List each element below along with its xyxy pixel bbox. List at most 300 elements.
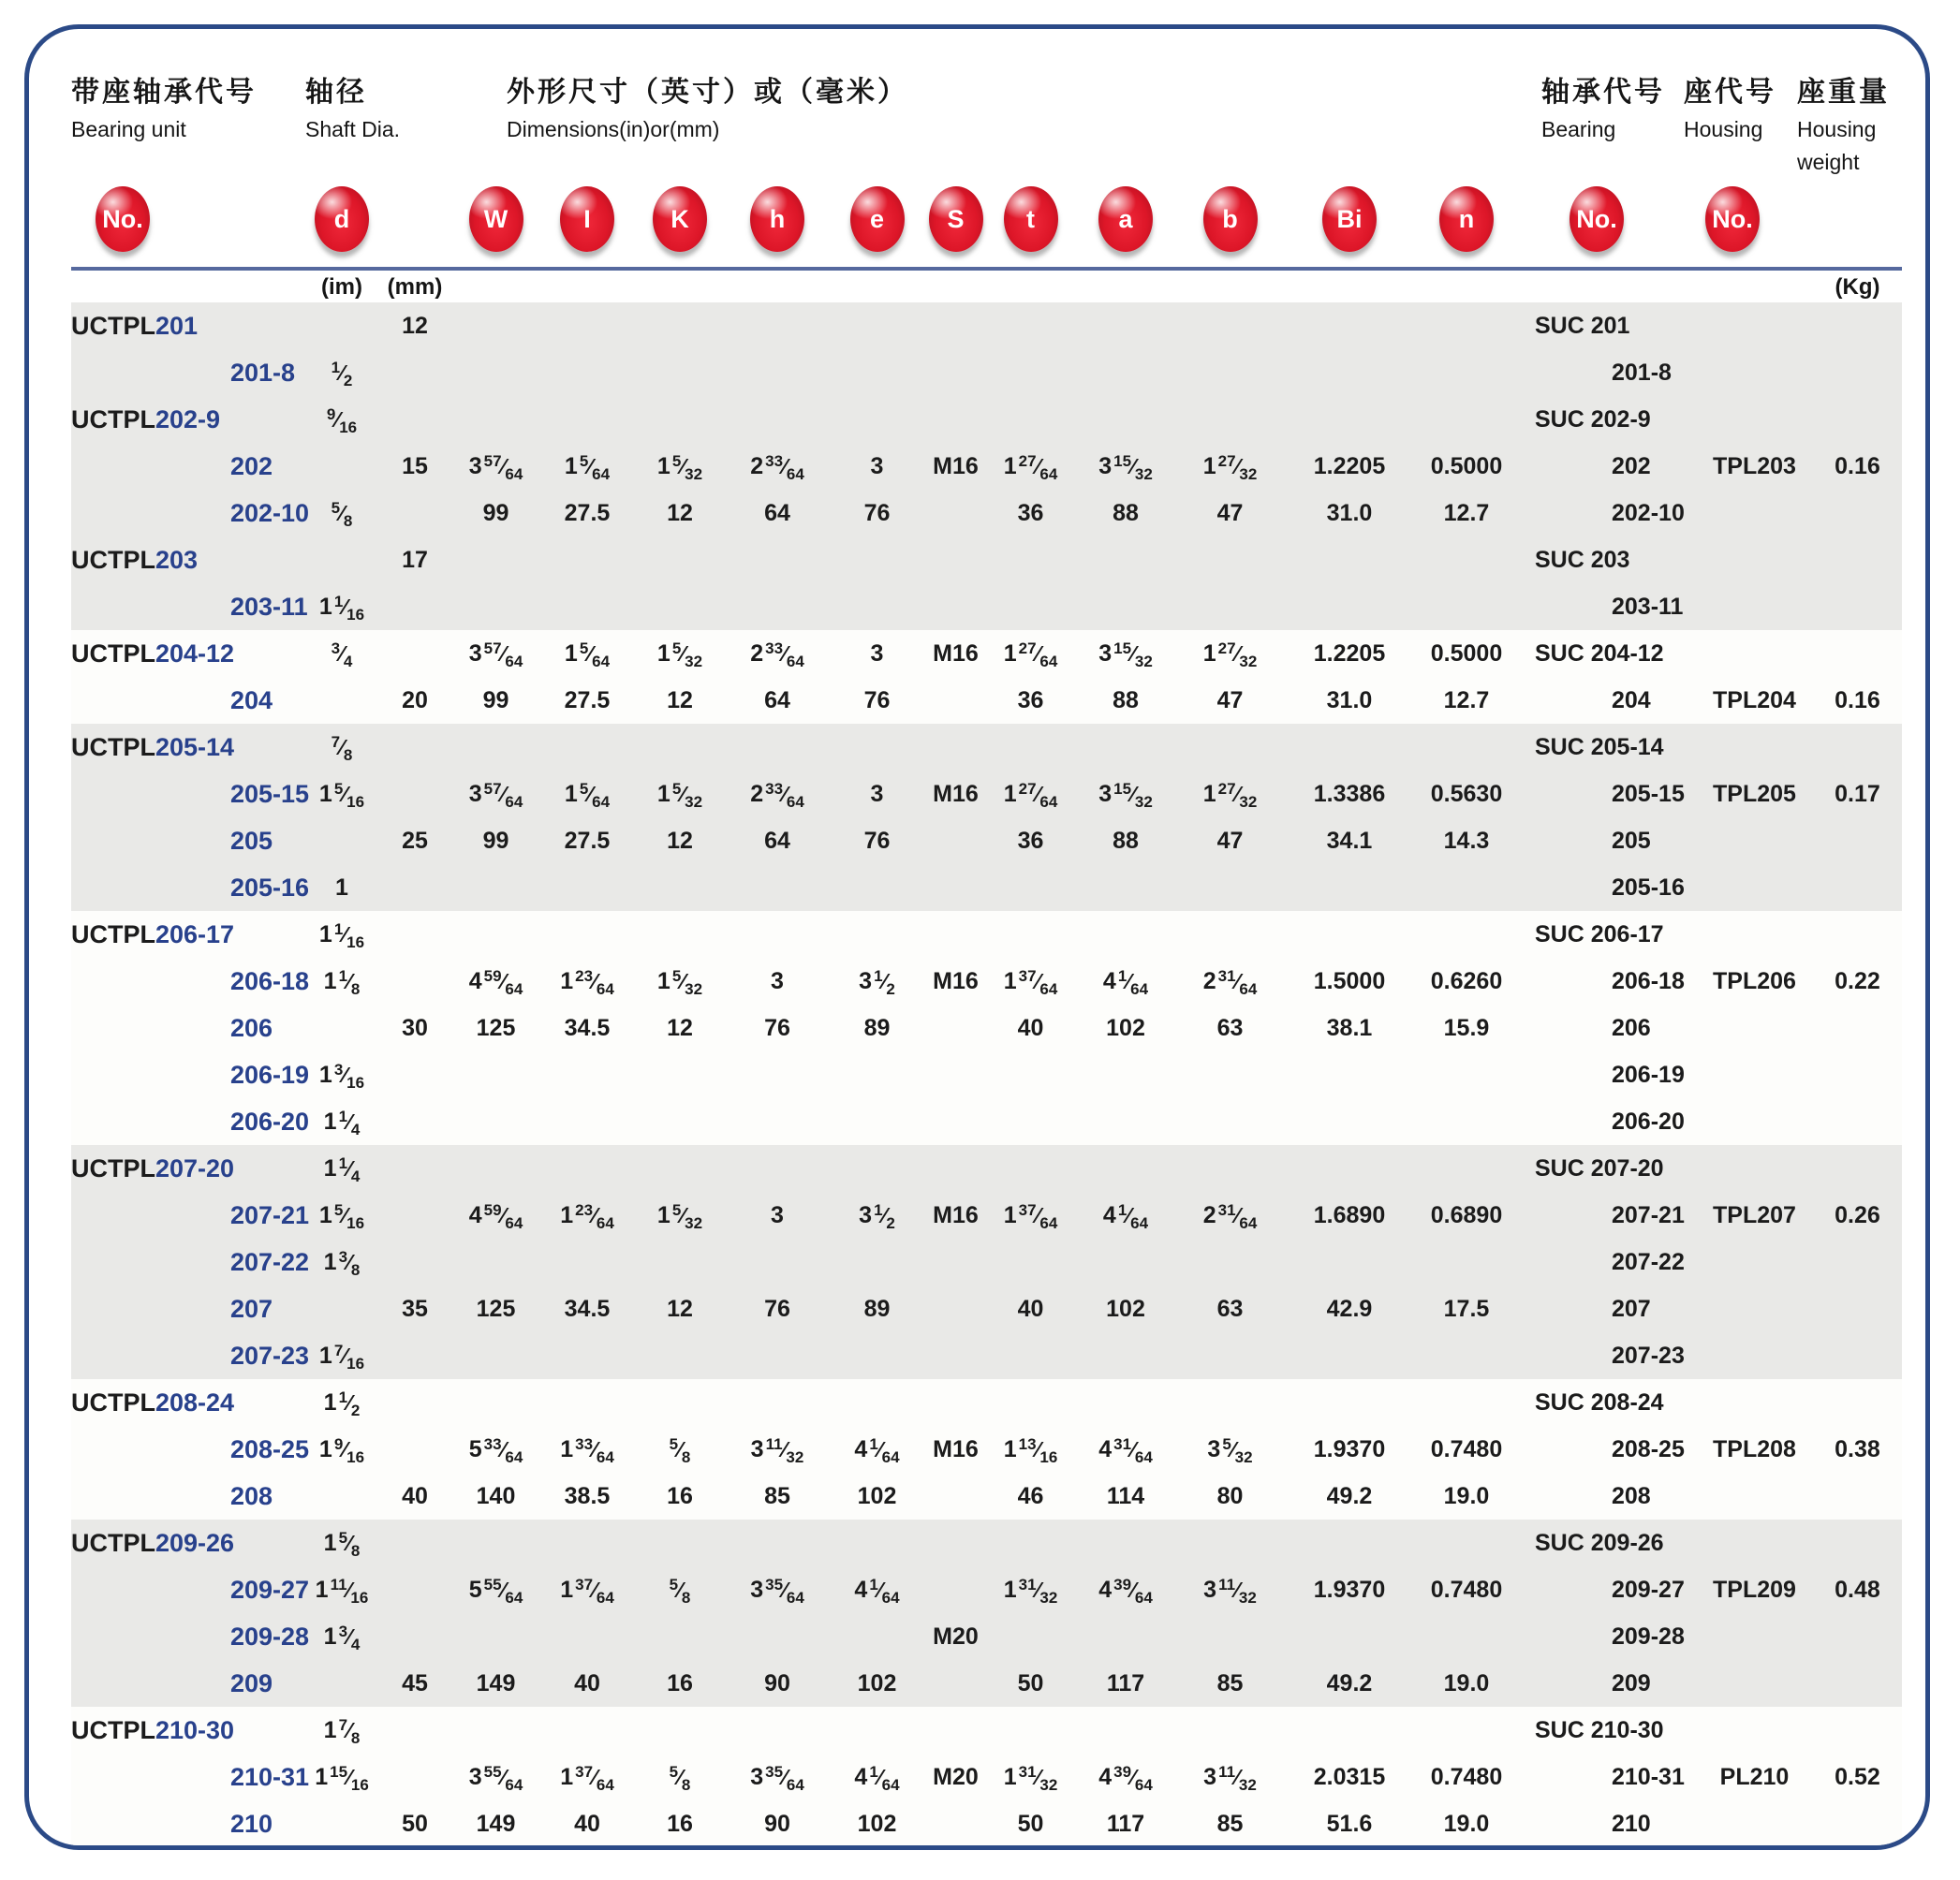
cell-k: 12: [667, 827, 693, 854]
cell-bearing-no: 207-23: [1612, 1342, 1685, 1369]
header-housing-no: [1684, 68, 1776, 142]
table-row: [71, 1005, 1902, 1051]
table-row: [71, 349, 1902, 396]
cell-t: 50: [1017, 1669, 1044, 1696]
cell-k: 1 $^5⁄_{32}$: [656, 451, 703, 483]
cell-bearing-no: 209: [1612, 1669, 1651, 1696]
row-group-3: [71, 724, 1902, 911]
cell-housing-no: PL210: [1719, 1763, 1790, 1790]
table-row: [71, 396, 1902, 443]
cell-i: 40: [574, 1810, 600, 1837]
cell-e: 4 $^1⁄_{64}$: [854, 1575, 900, 1607]
cell-unit-no: 210-31: [230, 1762, 310, 1791]
cell-d-in: 1 $^1⁄_{16}$: [318, 919, 365, 951]
cell-unit-no: 209-28: [230, 1622, 310, 1651]
cell-h: 2 $^{33}⁄_{64}$: [750, 639, 804, 670]
cell-k: 16: [667, 1482, 693, 1509]
badge-k-icon: K: [653, 186, 707, 252]
cell-d-mm: 50: [402, 1810, 428, 1837]
cell-d-in: 1 $^3⁄_8$: [323, 1247, 361, 1279]
table-row: [71, 817, 1902, 864]
cell-i: 1 $^{33}⁄_{64}$: [560, 1434, 614, 1466]
cell-d-in: 1 $^{11}⁄_{16}$: [315, 1575, 369, 1607]
cell-i: 1 $^{37}⁄_{64}$: [560, 1575, 614, 1607]
cell-s: M16: [933, 967, 979, 994]
cell-a: 102: [1106, 1295, 1145, 1322]
table-row: [71, 1520, 1902, 1566]
cell-bearing-no: 206: [1612, 1014, 1651, 1041]
cell-h: 64: [764, 686, 790, 713]
cell-d-mm: 12: [402, 312, 428, 339]
cell-housing-weight: 0.16: [1835, 452, 1880, 479]
cell-i: 1 $^5⁄_{64}$: [564, 779, 611, 811]
table-row: [71, 1613, 1902, 1660]
cell-t: 36: [1017, 827, 1044, 854]
cell-t: 40: [1017, 1014, 1044, 1041]
cell-e: 3: [870, 780, 884, 807]
cell-k: 1 $^5⁄_{32}$: [656, 639, 703, 670]
cell-d-in: 1 $^1⁄_8$: [323, 966, 361, 998]
cell-h: 3: [771, 967, 784, 994]
cell-housing-weight: 0.26: [1835, 1201, 1880, 1228]
cell-a: 4 $^1⁄_{64}$: [1102, 966, 1149, 998]
header-bearing-no-en: Bearing: [1541, 117, 1616, 141]
cell-a: 102: [1106, 1014, 1145, 1041]
table-row: [71, 583, 1902, 630]
badge-no-unit-icon: No.: [96, 186, 150, 252]
cell-unit-no: 207-23: [230, 1341, 310, 1370]
cell-e: 102: [857, 1810, 897, 1837]
cell-n: 0.7480: [1430, 1763, 1503, 1790]
table-row: [71, 958, 1902, 1005]
cell-unit-no: 210: [230, 1809, 273, 1838]
row-group-1: [71, 302, 1902, 630]
badge-d-icon: d: [315, 186, 369, 252]
cell-k: 12: [667, 499, 693, 526]
cell-t: 1 $^{37}⁄_{64}$: [1003, 1200, 1058, 1232]
header-bearing-unit-en: Bearing unit: [71, 117, 186, 141]
cell-unit-no: 206-18: [230, 966, 310, 995]
cell-unit-no: UCTPL206-17: [71, 919, 235, 948]
cell-t: 1 $^{31}⁄_{32}$: [1003, 1762, 1058, 1794]
cell-n: 0.6260: [1430, 967, 1503, 994]
cell-unit-no: 209: [230, 1668, 273, 1697]
cell-h: 3 $^{35}⁄_{64}$: [750, 1575, 804, 1607]
catalog-page-card: [24, 24, 1930, 1850]
cell-a: 3 $^{15}⁄_{32}$: [1098, 779, 1153, 811]
cell-n: 12.7: [1443, 499, 1490, 526]
cell-t: 36: [1017, 499, 1044, 526]
cell-i: 27.5: [564, 499, 611, 526]
cell-w: 5 $^{33}⁄_{64}$: [468, 1434, 523, 1466]
cell-d-in: $^1⁄_2$: [331, 358, 353, 389]
badge-a-icon: a: [1098, 186, 1153, 252]
cell-unit-no: 207: [230, 1294, 273, 1323]
cell-unit-no: 205: [230, 826, 273, 855]
badge-no-bearing-icon: No.: [1569, 186, 1624, 252]
cell-n: 15.9: [1443, 1014, 1490, 1041]
unit-label-mm: (mm): [387, 274, 443, 300]
cell-bi: 51.6: [1326, 1810, 1373, 1837]
cell-h: 2 $^{33}⁄_{64}$: [750, 451, 804, 483]
cell-a: 4 $^{31}⁄_{64}$: [1098, 1434, 1153, 1466]
cell-t: 1 $^{27}⁄_{64}$: [1003, 639, 1058, 670]
cell-d-in: 1 $^1⁄_2$: [323, 1388, 361, 1419]
cell-w: 149: [476, 1810, 516, 1837]
row-group-8: [71, 1707, 1902, 1847]
cell-d-in: 1 $^1⁄_4$: [323, 1107, 361, 1138]
table-row: [71, 1473, 1902, 1520]
cell-unit-no: 203-11: [230, 592, 308, 621]
cell-k: 16: [667, 1669, 693, 1696]
cell-bearing-no: 201-8: [1612, 359, 1672, 386]
cell-d-in: 1 $^9⁄_{16}$: [318, 1434, 365, 1466]
cell-d-in: 1 $^1⁄_4$: [323, 1153, 361, 1185]
table-row: [71, 1332, 1902, 1379]
badge-h-icon: h: [750, 186, 804, 252]
cell-t: 36: [1017, 686, 1044, 713]
cell-a: 4 $^1⁄_{64}$: [1102, 1200, 1149, 1232]
cell-housing-no: TPL203: [1713, 452, 1796, 479]
header-housing-no-en: Housing: [1684, 117, 1763, 141]
header-dimensions-en: Dimensions(in)or(mm): [507, 117, 720, 141]
cell-t: 1 $^{31}⁄_{32}$: [1003, 1575, 1058, 1607]
spec-table: [71, 302, 1902, 1847]
cell-unit-no: 206-20: [230, 1107, 310, 1136]
cell-bearing-no: SUC 207-20: [1535, 1154, 1664, 1182]
cell-d-mm: 15: [402, 452, 428, 479]
cell-e: 4 $^1⁄_{64}$: [854, 1434, 900, 1466]
cell-bearing-no: 207-21: [1612, 1201, 1685, 1228]
table-row: [71, 771, 1902, 817]
cell-t: 50: [1017, 1810, 1044, 1837]
cell-b: 80: [1216, 1482, 1244, 1509]
cell-b: 47: [1216, 827, 1244, 854]
badge-e-icon: e: [850, 186, 905, 252]
cell-d-in: 1 $^3⁄_4$: [323, 1622, 361, 1653]
catalog-content: [71, 29, 1902, 1845]
cell-d-in: $^5⁄_8$: [331, 498, 353, 530]
cell-unit-no: UCTPL201: [71, 311, 199, 340]
cell-n: 19.0: [1443, 1669, 1490, 1696]
cell-d-mm: 20: [402, 686, 428, 713]
cell-i: 1 $^{23}⁄_{64}$: [560, 966, 614, 998]
cell-housing-no: TPL206: [1713, 967, 1796, 994]
cell-bearing-no: SUC 202-9: [1535, 405, 1651, 433]
cell-a: 88: [1113, 499, 1139, 526]
cell-i: 1 $^5⁄_{64}$: [564, 451, 611, 483]
cell-n: 0.5630: [1430, 780, 1503, 807]
cell-bi: 2.0315: [1313, 1763, 1386, 1790]
cell-bi: 42.9: [1326, 1295, 1373, 1322]
cell-bearing-no: SUC 210-30: [1535, 1716, 1664, 1743]
header-divider: [71, 267, 1902, 271]
table-row: [71, 1098, 1902, 1145]
cell-d-mm: 30: [402, 1014, 428, 1041]
row-group-6: [71, 1379, 1902, 1520]
cell-i: 40: [574, 1669, 600, 1696]
table-row: [71, 1145, 1902, 1192]
cell-n: 0.6890: [1430, 1201, 1503, 1228]
cell-n: 0.7480: [1430, 1576, 1503, 1603]
cell-d-mm: 35: [402, 1295, 428, 1322]
header-housing-weight-en1: Housing: [1797, 117, 1877, 141]
cell-n: 0.5000: [1430, 452, 1503, 479]
table-row: [71, 1426, 1902, 1473]
cell-e: 3: [870, 452, 884, 479]
cell-unit-no: UCTPL205-14: [71, 732, 235, 761]
header-housing-weight-zh: 座重量: [1797, 77, 1890, 108]
cell-housing-no: TPL209: [1713, 1576, 1796, 1603]
cell-d-in: $^9⁄_{16}$: [326, 404, 358, 436]
cell-n: 12.7: [1443, 686, 1490, 713]
cell-bi: 49.2: [1326, 1482, 1373, 1509]
header-housing-no-zh: 座代号: [1684, 77, 1776, 108]
cell-i: 34.5: [564, 1014, 611, 1041]
cell-housing-no: TPL207: [1713, 1201, 1796, 1228]
cell-d-in: 1: [335, 874, 348, 901]
cell-e: 3 $^1⁄_2$: [859, 1200, 895, 1232]
cell-bearing-no: SUC 206-17: [1535, 920, 1664, 947]
cell-unit-no: UCTPL207-20: [71, 1153, 235, 1182]
cell-b: 1 $^{27}⁄_{32}$: [1202, 451, 1258, 483]
cell-unit-no: UCTPL210-30: [71, 1715, 235, 1744]
cell-unit-no: 209-27: [230, 1575, 310, 1604]
cell-h: 3 $^{11}⁄_{32}$: [750, 1434, 804, 1466]
cell-bearing-no: 210-31: [1612, 1763, 1685, 1790]
table-row: [71, 1707, 1902, 1754]
cell-w: 4 $^{59}⁄_{64}$: [468, 966, 523, 998]
cell-e: 76: [863, 686, 891, 713]
cell-h: 2 $^{33}⁄_{64}$: [750, 779, 804, 811]
badge-b-icon: b: [1203, 186, 1258, 252]
cell-housing-weight: 0.38: [1835, 1435, 1880, 1462]
cell-bearing-no: 208: [1612, 1482, 1651, 1509]
header-shaft-dia-en: Shaft Dia.: [305, 117, 400, 141]
cell-b: 3 $^{11}⁄_{32}$: [1203, 1762, 1257, 1794]
cell-h: 90: [764, 1669, 790, 1696]
cell-bearing-no: 210: [1612, 1810, 1651, 1837]
cell-housing-no: TPL208: [1713, 1435, 1796, 1462]
table-row: [71, 1800, 1902, 1847]
cell-bi: 1.9370: [1313, 1435, 1386, 1462]
cell-w: 3 $^{55}⁄_{64}$: [468, 1762, 523, 1794]
cell-e: 102: [857, 1482, 897, 1509]
cell-k: $^5⁄_8$: [669, 1434, 691, 1466]
cell-k: $^5⁄_8$: [669, 1762, 691, 1794]
cell-n: 17.5: [1443, 1295, 1490, 1322]
cell-i: 1 $^{37}⁄_{64}$: [560, 1762, 614, 1794]
cell-bearing-no: 203-11: [1612, 593, 1684, 620]
cell-bi: 1.5000: [1313, 967, 1386, 994]
cell-unit-no: 208: [230, 1481, 273, 1510]
cell-bearing-no: 202-10: [1612, 499, 1685, 526]
row-group-5: [71, 1145, 1902, 1379]
cell-e: 89: [863, 1014, 891, 1041]
cell-t: 1 $^{27}⁄_{64}$: [1003, 779, 1058, 811]
cell-unit-no: UCTPL202-9: [71, 404, 221, 433]
cell-bearing-no: 205-15: [1612, 780, 1685, 807]
cell-d-in: $^7⁄_8$: [331, 732, 353, 764]
header-housing-weight-en2: weight: [1797, 150, 1860, 174]
table-row: [71, 724, 1902, 771]
cell-bearing-no: 204: [1612, 686, 1651, 713]
cell-housing-no: TPL204: [1713, 686, 1796, 713]
cell-n: 0.7480: [1430, 1435, 1503, 1462]
cell-e: 3: [870, 639, 884, 667]
cell-n: 19.0: [1443, 1810, 1490, 1837]
cell-bearing-no: 205-16: [1612, 874, 1685, 901]
cell-w: 5 $^{55}⁄_{64}$: [468, 1575, 523, 1607]
cell-unit-no: 202-10: [230, 498, 310, 527]
header-shaft-dia-zh: 轴径: [305, 77, 367, 108]
table-row: [71, 1285, 1902, 1332]
cell-unit-no: 207-22: [230, 1247, 310, 1276]
cell-w: 99: [482, 686, 509, 713]
cell-s: M20: [933, 1623, 979, 1650]
cell-k: $^5⁄_8$: [669, 1575, 691, 1607]
table-row: [71, 1192, 1902, 1239]
cell-w: 149: [476, 1669, 516, 1696]
badge-no-housing-icon: No.: [1705, 186, 1760, 252]
cell-d-mm: 25: [402, 827, 428, 854]
cell-bi: 1.9370: [1313, 1576, 1386, 1603]
table-row: [71, 1566, 1902, 1613]
cell-i: 27.5: [564, 827, 611, 854]
cell-bearing-no: SUC 204-12: [1535, 639, 1664, 667]
table-row: [71, 443, 1902, 490]
cell-a: 4 $^{39}⁄_{64}$: [1098, 1575, 1153, 1607]
cell-unit-no: UCTPL204-12: [71, 639, 235, 668]
table-row: [71, 677, 1902, 724]
header-dimensions: [507, 68, 908, 142]
cell-w: 125: [476, 1295, 516, 1322]
cell-d-in: $^3⁄_4$: [331, 639, 353, 670]
cell-a: 117: [1106, 1669, 1145, 1696]
header-housing-weight: [1797, 68, 1890, 175]
cell-h: 3: [771, 1201, 784, 1228]
row-group-4: [71, 911, 1902, 1145]
cell-k: 16: [667, 1810, 693, 1837]
unit-label-row: [71, 274, 1902, 301]
unit-label-inch: (im): [321, 274, 362, 300]
cell-bi: 49.2: [1326, 1669, 1373, 1696]
table-row: [71, 1660, 1902, 1707]
header-bearing-unit: [71, 68, 257, 142]
cell-bi: 1.2205: [1313, 639, 1386, 667]
cell-w: 3 $^{57}⁄_{64}$: [468, 451, 523, 483]
cell-bi: 31.0: [1326, 686, 1373, 713]
cell-unit-no: 204: [230, 685, 273, 714]
cell-housing-weight: 0.16: [1835, 686, 1880, 713]
cell-e: 4 $^1⁄_{64}$: [854, 1762, 900, 1794]
cell-w: 3 $^{57}⁄_{64}$: [468, 639, 523, 670]
header-bearing-unit-zh: 带座轴承代号: [71, 77, 257, 108]
table-row: [71, 1239, 1902, 1285]
badge-t-icon: t: [1004, 186, 1058, 252]
cell-d-in: 1 $^5⁄_{16}$: [318, 779, 365, 811]
cell-i: 38.5: [564, 1482, 611, 1509]
cell-b: 47: [1216, 499, 1244, 526]
cell-bi: 1.6890: [1313, 1201, 1386, 1228]
cell-s: M16: [933, 1435, 979, 1462]
cell-a: 3 $^{15}⁄_{32}$: [1098, 639, 1153, 670]
cell-bi: 1.2205: [1313, 452, 1386, 479]
cell-e: 76: [863, 499, 891, 526]
cell-unit-no: UCTPL209-26: [71, 1528, 235, 1557]
cell-w: 99: [482, 827, 509, 854]
cell-bearing-no: 206-19: [1612, 1061, 1685, 1088]
cell-h: 76: [764, 1295, 790, 1322]
cell-h: 64: [764, 499, 790, 526]
cell-k: 1 $^5⁄_{32}$: [656, 779, 703, 811]
cell-i: 1 $^5⁄_{64}$: [564, 639, 611, 670]
cell-b: 63: [1216, 1295, 1244, 1322]
row-group-7: [71, 1520, 1902, 1707]
cell-d-mm: 40: [402, 1482, 428, 1509]
cell-unit-no: 208-25: [230, 1434, 310, 1463]
cell-b: 3 $^{11}⁄_{32}$: [1203, 1575, 1257, 1607]
column-badge-row: [71, 184, 1902, 254]
cell-bearing-no: 209-27: [1612, 1576, 1685, 1603]
badge-i-icon: I: [560, 186, 614, 252]
cell-d-in: 1 $^1⁄_{16}$: [318, 592, 365, 624]
cell-bi: 34.1: [1326, 827, 1373, 854]
cell-b: 47: [1216, 686, 1244, 713]
cell-b: 85: [1216, 1669, 1244, 1696]
cell-h: 64: [764, 827, 790, 854]
cell-d-in: 1 $^5⁄_8$: [323, 1528, 361, 1560]
cell-bearing-no: SUC 205-14: [1535, 733, 1664, 760]
cell-t: 1 $^{37}⁄_{64}$: [1003, 966, 1058, 998]
badge-n-icon: n: [1439, 186, 1494, 252]
cell-bearing-no: SUC 208-24: [1535, 1388, 1664, 1416]
cell-unit-no: 207-21: [230, 1200, 310, 1229]
cell-bi: 1.3386: [1313, 780, 1386, 807]
cell-k: 12: [667, 1014, 693, 1041]
cell-w: 99: [482, 499, 509, 526]
cell-e: 76: [863, 827, 891, 854]
cell-s: M16: [933, 639, 979, 667]
cell-d-in: 1 $^7⁄_{16}$: [318, 1341, 365, 1373]
cell-unit-no: 205-15: [230, 779, 310, 808]
cell-a: 117: [1106, 1810, 1145, 1837]
unit-label-kg: (Kg): [1835, 274, 1880, 300]
cell-t: 46: [1017, 1482, 1044, 1509]
cell-a: 88: [1113, 827, 1139, 854]
table-row: [71, 1754, 1902, 1800]
cell-n: 0.5000: [1430, 639, 1503, 667]
cell-h: 76: [764, 1014, 790, 1041]
cell-d-in: 1 $^5⁄_{16}$: [318, 1200, 365, 1232]
cell-housing-weight: 0.17: [1835, 780, 1880, 807]
cell-housing-weight: 0.22: [1835, 967, 1880, 994]
cell-b: 63: [1216, 1014, 1244, 1041]
badge-s-icon: S: [929, 186, 983, 252]
cell-h: 85: [764, 1482, 790, 1509]
cell-w: 140: [476, 1482, 516, 1509]
table-row: [71, 864, 1902, 911]
cell-d-mm: 17: [402, 546, 428, 573]
cell-d-in: 1 $^{15}⁄_{16}$: [315, 1762, 369, 1794]
cell-e: 89: [863, 1295, 891, 1322]
cell-bi: 38.1: [1326, 1014, 1373, 1041]
cell-w: 4 $^{59}⁄_{64}$: [468, 1200, 523, 1232]
cell-d-in: 1 $^3⁄_{16}$: [318, 1060, 365, 1092]
cell-s: M16: [933, 452, 979, 479]
table-row: [71, 1379, 1902, 1426]
cell-b: 2 $^{31}⁄_{64}$: [1202, 1200, 1258, 1232]
